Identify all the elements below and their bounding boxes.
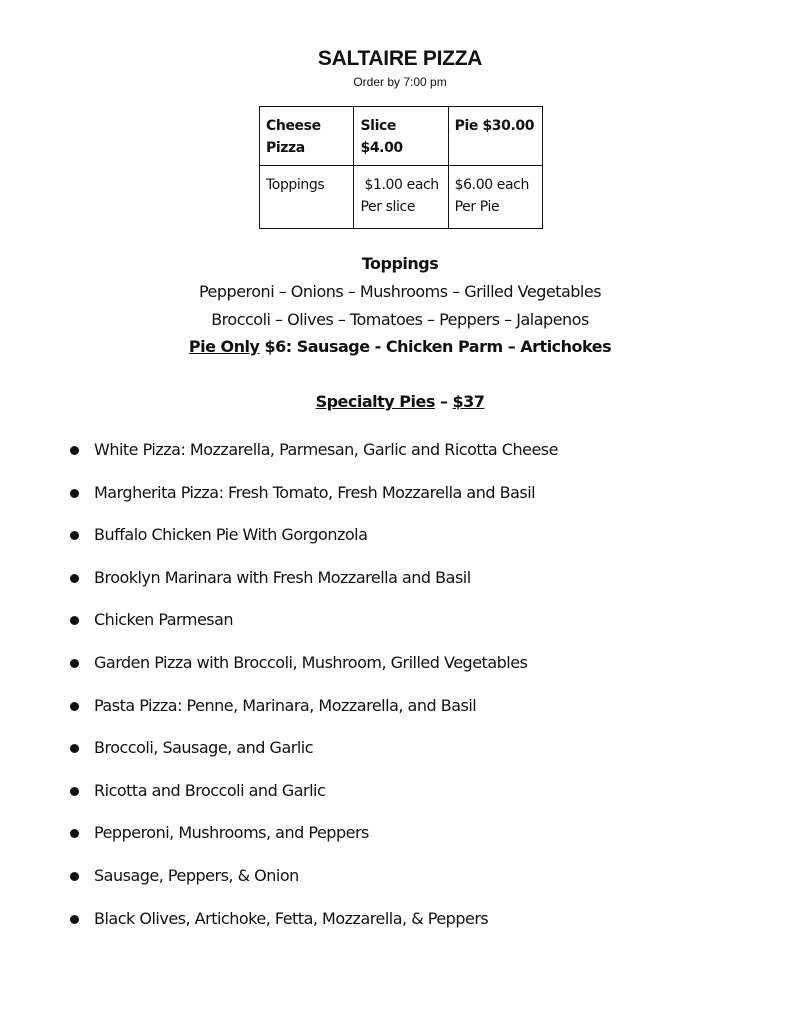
list-item bbox=[70, 653, 770, 696]
slice-topping-price-cell bbox=[354, 166, 448, 229]
page-title: SALTAIRE PIZZA bbox=[317, 47, 483, 70]
bullet-icon bbox=[70, 787, 79, 796]
list-item-label: Garden Pizza with Broccoli, Mushroom, Grilled Vegetables bbox=[94, 652, 528, 672]
list-item bbox=[70, 823, 770, 866]
pie-only-toppings bbox=[0, 337, 800, 356]
list-item-label: Chicken Parmesan bbox=[94, 610, 234, 630]
list-item bbox=[70, 738, 770, 781]
list-item bbox=[70, 483, 770, 526]
list-item-label: Margherita Pizza: Fresh Tomato, Fresh Mozzarella and Basil bbox=[94, 482, 536, 502]
list-item-label: Black Olives, Artichoke, Fetta, Mozzarella, & Peppers bbox=[94, 908, 489, 928]
bullet-icon bbox=[70, 531, 79, 540]
bullet-icon bbox=[70, 574, 79, 583]
list-item bbox=[70, 610, 770, 653]
list-item bbox=[70, 781, 770, 824]
pie-topping-price: $6.00 each bbox=[454, 177, 529, 193]
list-item-label: Sausage, Peppers, & Onion bbox=[94, 865, 299, 885]
slice-topping-price: $1.00 each bbox=[364, 177, 439, 193]
toppings-cell: Toppings bbox=[260, 166, 354, 229]
bullet-icon bbox=[70, 915, 79, 924]
price-table bbox=[259, 106, 543, 229]
bullet-icon bbox=[70, 659, 79, 668]
bullet-icon bbox=[70, 616, 79, 625]
specialty-heading bbox=[0, 392, 800, 411]
toppings-line-2: Broccoli – Olives – Tomatoes – Peppers – Jalapenos bbox=[211, 310, 589, 329]
bullet-icon bbox=[70, 446, 79, 455]
list-item bbox=[70, 696, 770, 739]
list-item-label: Buffalo Chicken Pie With Gorgonzola bbox=[94, 525, 368, 545]
list-item bbox=[70, 440, 770, 483]
order-deadline: Order by 7:00 pm bbox=[353, 75, 447, 89]
specialty-label: Specialty Pies bbox=[315, 392, 435, 411]
toppings-line-1: Pepperoni – Onions – Mushrooms – Grilled Vegetables bbox=[198, 282, 602, 301]
pie-only-label: Pie Only bbox=[188, 337, 260, 356]
price-table-row bbox=[260, 166, 543, 229]
toppings-heading: Toppings bbox=[361, 254, 439, 273]
bullet-icon bbox=[70, 702, 79, 711]
pie-topping-price-cell bbox=[448, 166, 542, 229]
list-item-label: Brooklyn Marinara with Fresh Mozzarella and Basil bbox=[94, 567, 471, 587]
slice-price-cell: Slice $4.00 bbox=[354, 107, 448, 166]
bullet-icon bbox=[70, 744, 79, 753]
list-item-label: Ricotta and Broccoli and Garlic bbox=[94, 780, 326, 800]
bullet-icon bbox=[70, 489, 79, 498]
list-item bbox=[70, 568, 770, 611]
list-item bbox=[70, 866, 770, 909]
specialty-sep: – bbox=[434, 392, 453, 411]
bullet-icon bbox=[70, 829, 79, 838]
pie-price-cell: Pie $30.00 bbox=[448, 107, 542, 166]
specialty-price: $37 bbox=[452, 392, 485, 411]
list-item-label: Broccoli, Sausage, and Garlic bbox=[94, 738, 314, 758]
list-item-label: Pasta Pizza: Penne, Marinara, Mozzarella, and Basil bbox=[94, 695, 477, 715]
price-table-row bbox=[260, 107, 543, 166]
bullet-icon bbox=[70, 872, 79, 881]
list-item bbox=[70, 525, 770, 568]
slice-topping-unit: Per slice bbox=[360, 199, 416, 215]
list-item bbox=[70, 909, 770, 952]
specialty-list bbox=[70, 440, 770, 951]
list-item-label: Pepperoni, Mushrooms, and Peppers bbox=[94, 823, 369, 843]
cheese-pizza-cell: Cheese Pizza bbox=[260, 107, 354, 166]
pie-only-list: $6: Sausage - Chicken Parm – Artichokes bbox=[259, 337, 612, 356]
pie-topping-unit: Per Pie bbox=[454, 199, 500, 215]
list-item-label: White Pizza: Mozzarella, Parmesan, Garlic and Ricotta Cheese bbox=[94, 440, 558, 459]
